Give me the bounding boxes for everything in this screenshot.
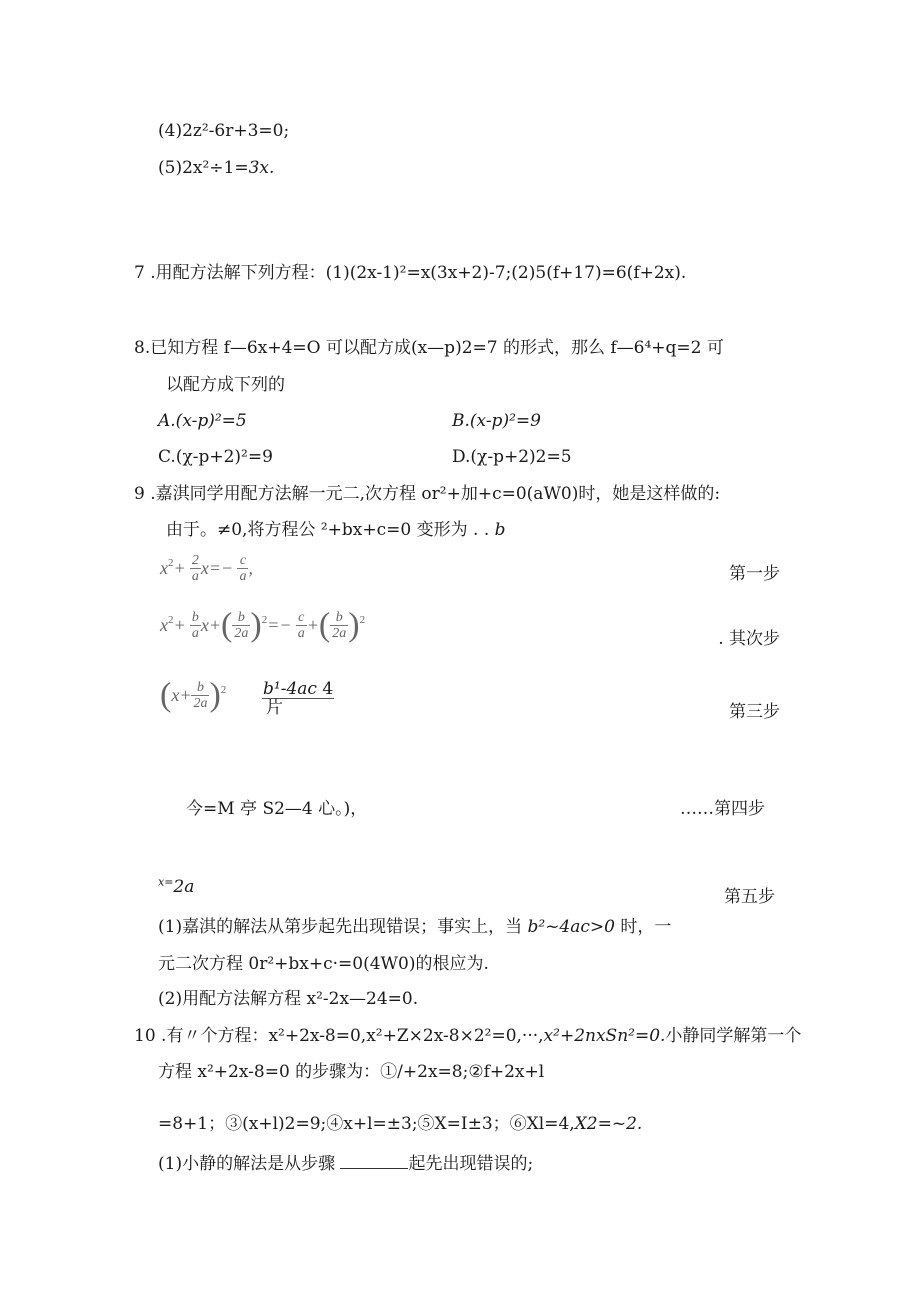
rhs-numerator: b¹-4ac 4: [263, 679, 334, 699]
q8-stem: 8.已知方程 f—6x+4=O 可以配方成(x—p)2=7 的形式，那么 f—6⁴+q=2 可: [134, 338, 724, 358]
rhs-denominator: 片: [266, 698, 283, 718]
q8-option-d: D.(χ-p+2)2=5: [452, 447, 572, 467]
step-label-5: 第五步: [724, 887, 775, 907]
q10-stem-2: 方程 x²+2x-8=0 的步骤为：①/+2x=8;②f+2x+l: [158, 1062, 545, 1082]
answer-blank[interactable]: [340, 1152, 408, 1169]
q9-part-1: (1)嘉淇的解法从第步起先出现错误；事实上，当 b²~4ac>0 时，一: [158, 917, 672, 937]
q9-stem-2: 由于。≠0,将方程公 ²+bx+c=0 变形为 . . b: [166, 520, 506, 540]
q9-part-1-cont: 元二次方程 0r²+bx+c·=0(4W0)的根应为.: [158, 954, 489, 974]
formula-step-3: (x+ $\frac{b}{2a}$ )$^2$: [160, 676, 227, 714]
q8-option-c: C.(χ-p+2)²=9: [158, 447, 273, 467]
formula-step-2: $x^2+$ $\frac{b}{a}$ x+( $\frac{b}{2a}$ )$^2$=− $\frac{c}{a}$ +( $\frac{b}{2a}$ )$^2$: [160, 606, 366, 644]
step-label-2: . 其次步: [718, 629, 780, 649]
step-5-content: $^{x=}$2a: [158, 875, 195, 897]
q8-option-a: A.(x-p)²=5: [158, 411, 247, 431]
q9-stem: 9 .嘉淇同学用配方法解一元二,次方程 or²+加+c=0(aW0)时，她是这样做的:: [134, 484, 721, 504]
q10-stem-3: =8+1；③(x+l)2=9;④x+l=±3;⑤X=I±3；⑥Xl=4,X2=~2.: [158, 1114, 643, 1134]
q9-part-2: (2)用配方法解方程 x²-2x—24=0.: [158, 989, 419, 1009]
formula-step-3-rhs: [262, 680, 334, 717]
formula-step-1: $x^2+$ $\frac{2}{a}$ x=− $\frac{c}{a}$ ,: [160, 553, 253, 584]
q8-option-b: B.(x-p)²=9: [452, 411, 541, 431]
step-label-1: 第一步: [729, 564, 780, 584]
q6-item-5: (5)2x²÷1=3x.: [158, 158, 275, 178]
q7: 7 .用配方法解下列方程：(1)(2x-1)²=x(3x+2)-7;(2)5(f+17)=6(f+2x).: [134, 263, 687, 283]
step-label-4: ……第四步: [680, 799, 765, 819]
q8-stem-2: 以配方成下列的: [166, 375, 285, 395]
step-label-3: 第三步: [729, 702, 780, 722]
q10-part-1: (1)小静的解法是从步骤 起先出现错误的;: [158, 1154, 534, 1174]
q6-item-4: (4)2z²-6r+3=0;: [158, 121, 290, 141]
q10-stem: 10 .有〃个方程：x²+2x-8=0,x²+Z×2x-8×2²=0,···,x²+2nxSn²=0.小静同学解第一个: [134, 1026, 802, 1046]
step-4-content: 今=M 亭 S2—4 心。)，: [186, 799, 368, 819]
